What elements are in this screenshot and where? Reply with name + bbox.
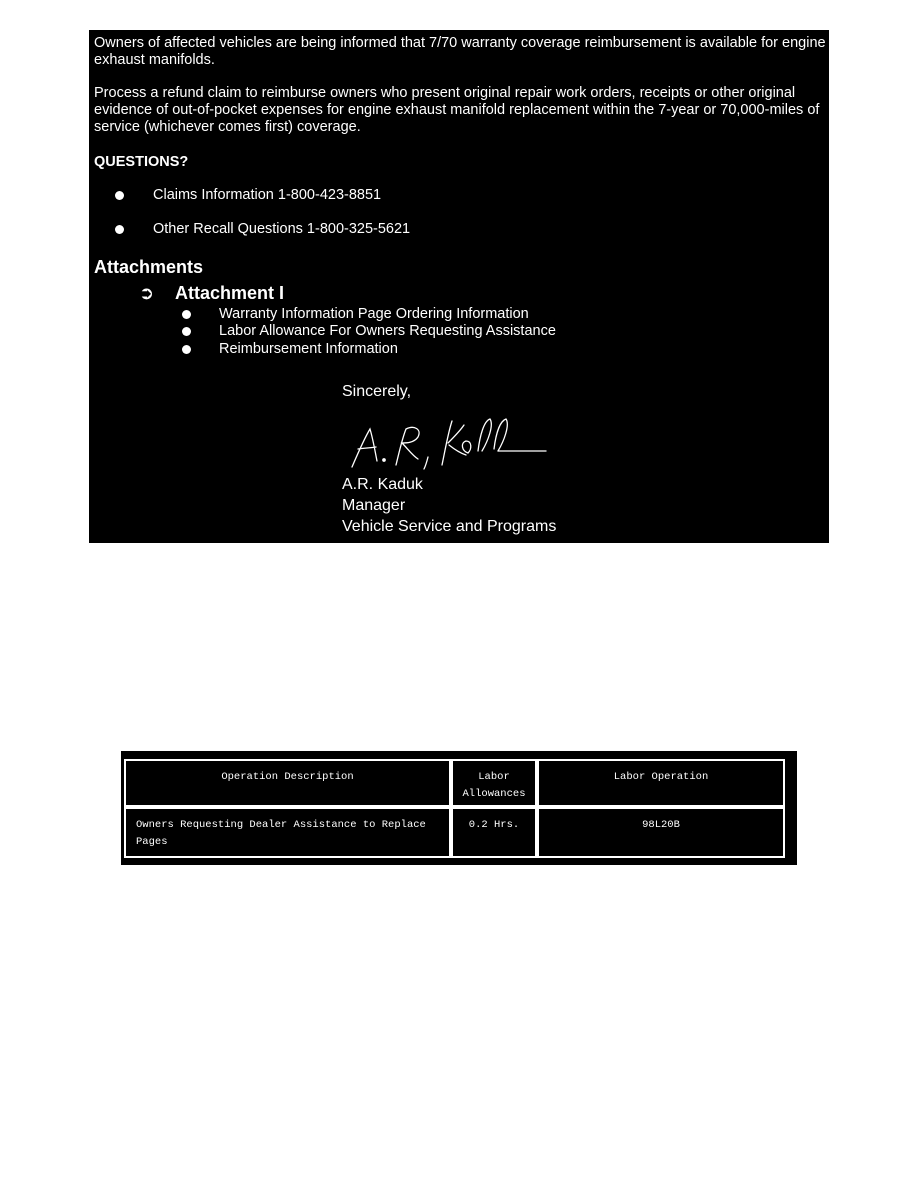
signatory-department: Vehicle Service and Programs — [342, 518, 557, 535]
cell-operation-description: Owners Requesting Dealer Assistance to Replace Pages — [124, 807, 451, 858]
attachment-item-text: Warranty Information Page Ordering Information — [219, 306, 529, 322]
attachment-item-text: Reimbursement Information — [219, 341, 398, 357]
closing: Sincerely, — [342, 383, 412, 400]
labor-table — [121, 751, 797, 865]
questions-heading: QUESTIONS? — [94, 154, 189, 170]
attachment-title: Attachment I — [175, 283, 285, 303]
bullet-icon — [182, 345, 191, 354]
bullet-icon — [182, 327, 191, 336]
arrow-icon: ➲ — [139, 283, 155, 303]
bullet-icon — [115, 191, 124, 200]
header-labor-allowances: Labor Allowances — [451, 759, 537, 807]
signatory-name: A.R. Kaduk — [342, 476, 423, 493]
signature-image — [344, 415, 549, 475]
header-operation-description: Operation Description — [124, 759, 451, 807]
letter-panel — [89, 30, 829, 543]
attachments-heading: Attachments — [94, 257, 204, 277]
bullet-icon — [115, 225, 124, 234]
attachment-item-text: Labor Allowance For Owners Requesting Assistance — [219, 323, 556, 339]
paragraph-coverage: Owners of affected vehicles are being informed that 7/70 warranty coverage reimbursement is available for engine exhaust manifolds. — [94, 35, 826, 68]
question-text: Claims Information 1-800-423-8851 — [153, 187, 382, 203]
header-labor-operation: Labor Operation — [537, 759, 785, 807]
signatory-title: Manager — [342, 497, 406, 514]
bullet-icon — [182, 310, 191, 319]
paragraph-refund-claim: Process a refund claim to reimburse owners who present original repair work orders, receipts or other original evidence of out-of-pocket expenses for engine exhaust manifold replacement within the 7-year or 70,000-miles of service (whichever comes first) coverage. — [94, 85, 820, 135]
question-text: Other Recall Questions 1-800-325-5621 — [153, 221, 411, 237]
cell-labor-allowances: 0.2 Hrs. — [451, 807, 537, 858]
cell-labor-operation: 98L20B — [537, 807, 785, 858]
